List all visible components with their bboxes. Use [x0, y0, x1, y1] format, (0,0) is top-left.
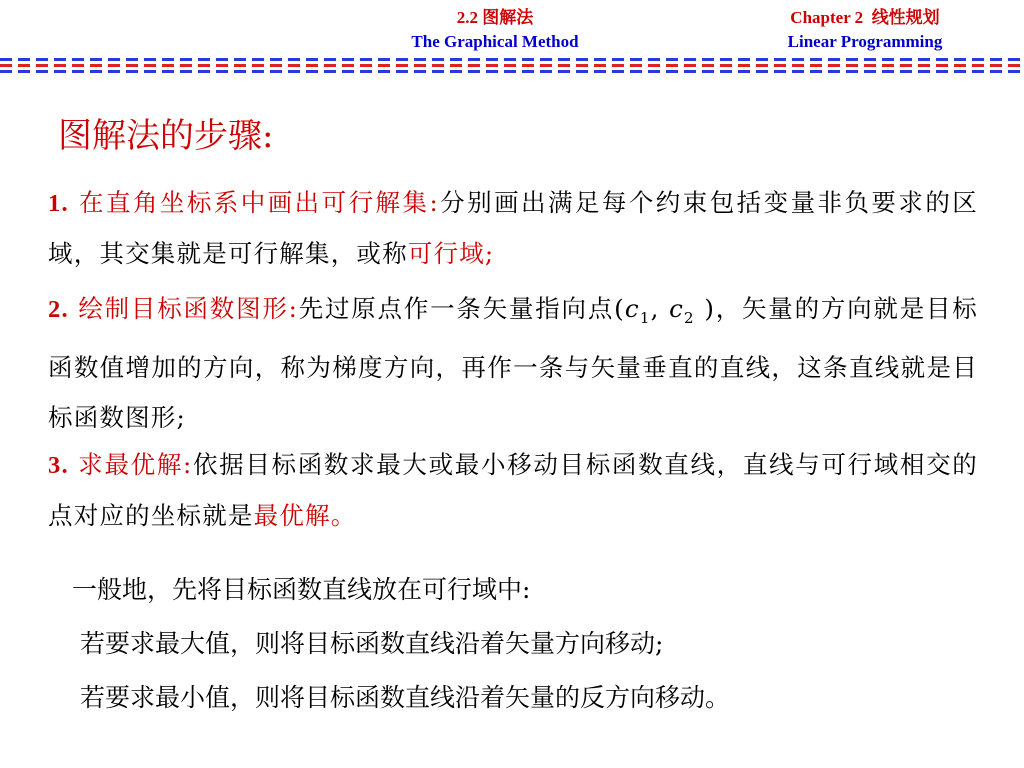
note-maximize: 若要求最大值，则将目标函数直线沿着矢量方向移动; [80, 629, 664, 658]
step-3-text: 依据目标函数求最大或最小移动目标函数直线，直线与可行域相交的点对应的坐标就是 [48, 450, 978, 530]
header-rule-top [0, 58, 1024, 61]
chapter-header [740, 6, 990, 54]
step-3-highlight: 最优解。 [253, 501, 357, 530]
step-2-text-b: )，矢量的方向就是目标函数值增加的方向，称为梯度方向，再作一条与矢量垂直的直线，这条直线就是目标函数图形; [48, 294, 978, 432]
gradient-vector: $c_1$, $c_2$ [624, 294, 695, 327]
section-title-cn: 图解法 [482, 8, 534, 27]
section-number: 2.2 [456, 8, 478, 27]
chapter-label: Chapter 2 [790, 8, 864, 27]
step-2-number: 2. [48, 296, 69, 323]
step-1-text: 分别画出满足每个约束包括变量非负要求的区域，其交集就是可行解集，或称 [48, 188, 978, 268]
step-3 [48, 440, 978, 541]
step-1-highlight: 可行域; [407, 239, 495, 268]
section-title-en: The Graphical Method [411, 32, 579, 51]
step-1-number: 1. [48, 190, 69, 217]
step-2-label: 绘制目标函数图形: [78, 294, 299, 323]
page-title: 图解法的步骤: [58, 116, 274, 156]
step-1 [48, 178, 978, 279]
chapter-title-en: Linear Programming [787, 32, 943, 51]
section-header [330, 6, 660, 54]
step-3-label: 求最优解: [78, 450, 193, 479]
step-2-text-a: 先过原点作一条矢量指向点( [298, 294, 625, 323]
step-2 [48, 284, 978, 443]
header-rule-bottom [0, 70, 1024, 73]
note-general: 一般地，先将目标函数直线放在可行域中: [72, 575, 531, 604]
header-rule-middle [0, 64, 1024, 67]
note-minimize: 若要求最小值，则将目标函数直线沿着矢量的反方向移动。 [80, 683, 731, 712]
chapter-title-cn: 线性规划 [871, 8, 940, 27]
step-3-number: 3. [48, 452, 69, 479]
step-1-label: 在直角坐标系中画出可行解集: [79, 188, 439, 217]
